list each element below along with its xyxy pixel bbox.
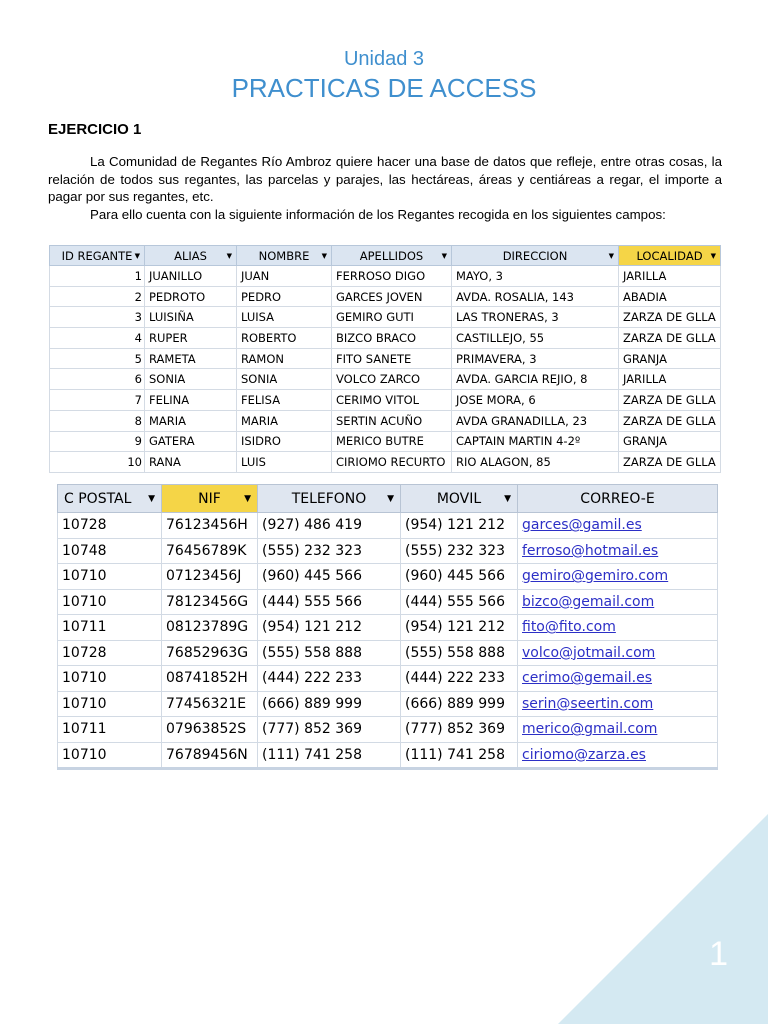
cell-id-regante[interactable]: 10 — [50, 452, 145, 473]
cell-nombre[interactable]: ISIDRO — [237, 431, 332, 452]
cell-id-regante[interactable]: 1 — [50, 266, 145, 287]
cell-telefono[interactable]: (555) 232 323 — [258, 538, 401, 564]
dropdown-arrow-icon[interactable]: ▼ — [226, 252, 232, 260]
table-row[interactable] — [58, 742, 718, 769]
cell-correo-e[interactable]: ciriomo@zarza.es — [518, 742, 718, 769]
cell-direccion[interactable]: PRIMAVERA, 3 — [452, 348, 619, 369]
page-number: 1 — [709, 935, 728, 973]
cell-c-postal[interactable]: 10710 — [58, 589, 162, 615]
dropdown-arrow-icon[interactable]: ▼ — [710, 252, 716, 260]
fields-text: Para ello cuenta con la siguiente información de los Regantes recogida en los siguientes campos: — [90, 207, 666, 222]
table-row[interactable] — [50, 390, 721, 411]
table-row[interactable] — [58, 564, 718, 590]
contact-table — [57, 484, 718, 770]
cell-alias[interactable]: MARIA — [145, 410, 237, 431]
cell-apellidos[interactable]: FITO SANETE — [332, 348, 452, 369]
cell-id-regante[interactable]: 3 — [50, 307, 145, 328]
cell-correo-e[interactable]: bizco@gemail.com — [518, 589, 718, 615]
cell-movil[interactable]: (444) 222 233 — [401, 666, 518, 692]
table-row[interactable] — [50, 266, 721, 287]
cell-apellidos[interactable]: VOLCO ZARCO — [332, 369, 452, 390]
table-row[interactable] — [50, 307, 721, 328]
table-row[interactable] — [50, 431, 721, 452]
cell-c-postal[interactable]: 10711 — [58, 717, 162, 743]
cell-direccion[interactable]: AVDA. ROSALIA, 143 — [452, 286, 619, 307]
fields-paragraph — [48, 206, 722, 224]
cell-nombre[interactable]: MARIA — [237, 410, 332, 431]
cell-nif[interactable]: 78123456G — [162, 589, 258, 615]
cell-localidad[interactable]: ZARZA DE GLLA — [619, 307, 721, 328]
cell-direccion[interactable]: JOSE MORA, 6 — [452, 390, 619, 411]
cell-nombre[interactable]: ROBERTO — [237, 328, 332, 349]
cell-id-regante[interactable]: 7 — [50, 390, 145, 411]
cell-localidad[interactable]: ZARZA DE GLLA — [619, 452, 721, 473]
cell-localidad[interactable]: ABADIA — [619, 286, 721, 307]
col-header-nif[interactable]: NIF ▼ — [162, 485, 258, 513]
cell-nombre[interactable]: SONIA — [237, 369, 332, 390]
unit-label: Unidad 3 — [343, 48, 425, 70]
col-header-alias[interactable]: ALIAS ▼ — [145, 246, 237, 266]
table-row[interactable] — [50, 369, 721, 390]
cell-direccion[interactable]: CAPTAIN MARTIN 4-2º — [452, 431, 619, 452]
cell-alias[interactable]: RANA — [145, 452, 237, 473]
table-row[interactable] — [58, 666, 718, 692]
cell-movil[interactable]: (954) 121 212 — [401, 615, 518, 641]
table-row[interactable] — [50, 348, 721, 369]
col-header-id-regante[interactable]: ID REGANTE ▼ — [50, 246, 145, 266]
cell-movil[interactable]: (555) 232 323 — [401, 538, 518, 564]
cell-nif[interactable]: 76789456N — [162, 742, 258, 769]
col-header-movil[interactable]: MOVIL ▼ — [401, 485, 518, 513]
cell-nif[interactable]: 77456321E — [162, 691, 258, 717]
cell-direccion[interactable]: MAYO, 3 — [452, 266, 619, 287]
cell-nombre[interactable]: RAMON — [237, 348, 332, 369]
cell-apellidos[interactable]: SERTIN ACUÑO — [332, 410, 452, 431]
cell-nombre[interactable]: PEDRO — [237, 286, 332, 307]
cell-alias[interactable]: LUISIÑA — [145, 307, 237, 328]
cell-direccion[interactable]: LAS TRONERAS, 3 — [452, 307, 619, 328]
table-row[interactable] — [58, 538, 718, 564]
cell-telefono[interactable]: (666) 889 999 — [258, 691, 401, 717]
cell-localidad[interactable]: ZARZA DE GLLA — [619, 328, 721, 349]
table-row[interactable] — [50, 328, 721, 349]
corner-decoration — [558, 814, 768, 1024]
cell-nombre[interactable]: JUAN — [237, 266, 332, 287]
col-header-apellidos[interactable]: APELLIDOS ▼ — [332, 246, 452, 266]
cell-c-postal[interactable]: 10710 — [58, 564, 162, 590]
col-header-telefono[interactable]: TELEFONO ▼ — [258, 485, 401, 513]
cell-id-regante[interactable]: 8 — [50, 410, 145, 431]
dropdown-arrow-icon[interactable]: ▼ — [321, 252, 327, 260]
cell-telefono[interactable]: (555) 558 888 — [258, 640, 401, 666]
table-row[interactable] — [58, 691, 718, 717]
cell-id-regante[interactable]: 5 — [50, 348, 145, 369]
cell-correo-e[interactable]: garces@gamil.es — [518, 513, 718, 539]
cell-nombre[interactable]: LUIS — [237, 452, 332, 473]
col-header-direccion[interactable]: DIRECCION ▼ — [452, 246, 619, 266]
cell-alias[interactable]: SONIA — [145, 369, 237, 390]
cell-direccion[interactable]: RIO ALAGON, 85 — [452, 452, 619, 473]
cell-movil[interactable]: (555) 558 888 — [401, 640, 518, 666]
cell-c-postal[interactable]: 10710 — [58, 691, 162, 717]
cell-nif[interactable]: 76852963G — [162, 640, 258, 666]
cell-telefono[interactable]: (927) 486 419 — [258, 513, 401, 539]
cell-nif[interactable]: 07123456J — [162, 564, 258, 590]
cell-c-postal[interactable]: 10710 — [58, 666, 162, 692]
cell-telefono[interactable]: (777) 852 369 — [258, 717, 401, 743]
cell-movil[interactable]: (444) 555 566 — [401, 589, 518, 615]
cell-localidad[interactable]: ZARZA DE GLLA — [619, 410, 721, 431]
table-row[interactable] — [58, 589, 718, 615]
dropdown-arrow-icon[interactable]: ▼ — [134, 252, 140, 260]
cell-nif[interactable]: 76123456H — [162, 513, 258, 539]
cell-direccion[interactable]: CASTILLEJO, 55 — [452, 328, 619, 349]
exercise-heading: EJERCICIO 1 — [48, 121, 142, 138]
cell-c-postal[interactable]: 10728 — [58, 513, 162, 539]
cell-id-regante[interactable]: 2 — [50, 286, 145, 307]
cell-localidad[interactable]: GRANJA — [619, 348, 721, 369]
table-row[interactable] — [50, 452, 721, 473]
cell-telefono[interactable]: (954) 121 212 — [258, 615, 401, 641]
regantes-table — [49, 245, 721, 473]
cell-correo-e[interactable]: merico@gmail.com — [518, 717, 718, 743]
col-header-correo-e[interactable]: CORREO-E — [518, 485, 718, 513]
cell-nif[interactable]: 08123789G — [162, 615, 258, 641]
col-header-localidad[interactable]: LOCALIDAD ▼ — [619, 246, 721, 266]
cell-c-postal[interactable]: 10748 — [58, 538, 162, 564]
dropdown-arrow-icon[interactable]: ▼ — [244, 494, 251, 504]
cell-correo-e[interactable]: volco@jotmail.com — [518, 640, 718, 666]
dropdown-arrow-icon[interactable]: ▼ — [148, 494, 155, 504]
dropdown-arrow-icon[interactable]: ▼ — [608, 252, 614, 260]
cell-localidad[interactable]: JARILLA — [619, 369, 721, 390]
cell-movil[interactable]: (666) 889 999 — [401, 691, 518, 717]
table-row[interactable] — [58, 717, 718, 743]
cell-correo-e[interactable]: cerimo@gemail.es — [518, 666, 718, 692]
cell-alias[interactable]: PEDROTO — [145, 286, 237, 307]
cell-correo-e[interactable]: fito@fito.com — [518, 615, 718, 641]
intro-text: La Comunidad de Regantes Río Ambroz quiere hacer una base de datos que refleje, entre otras cosas, la relación de todos sus regantes, las parcelas y parajes, las hectáreas, áreas y centiáreas a regar, el importe a pagar por sus regantes, etc. — [48, 154, 722, 204]
cell-localidad[interactable]: GRANJA — [619, 431, 721, 452]
cell-apellidos[interactable]: CIRIOMO RECURTO — [332, 452, 452, 473]
intro-paragraph — [48, 153, 722, 206]
cell-correo-e[interactable]: ferroso@hotmail.es — [518, 538, 718, 564]
table-row[interactable] — [50, 410, 721, 431]
cell-id-regante[interactable]: 9 — [50, 431, 145, 452]
cell-apellidos[interactable]: MERICO BUTRE — [332, 431, 452, 452]
cell-alias[interactable]: RUPER — [145, 328, 237, 349]
cell-movil[interactable]: (960) 445 566 — [401, 564, 518, 590]
cell-correo-e[interactable]: gemiro@gemiro.com — [518, 564, 718, 590]
cell-correo-e[interactable]: serin@seertin.com — [518, 691, 718, 717]
cell-movil[interactable]: (777) 852 369 — [401, 717, 518, 743]
cell-id-regante[interactable]: 6 — [50, 369, 145, 390]
cell-apellidos[interactable]: BIZCO BRACO — [332, 328, 452, 349]
cell-id-regante[interactable]: 4 — [50, 328, 145, 349]
cell-telefono[interactable]: (444) 555 566 — [258, 589, 401, 615]
cell-localidad[interactable]: JARILLA — [619, 266, 721, 287]
cell-movil[interactable]: (111) 741 258 — [401, 742, 518, 769]
cell-apellidos[interactable]: FERROSO DIGO — [332, 266, 452, 287]
cell-telefono[interactable]: (960) 445 566 — [258, 564, 401, 590]
cell-direccion[interactable]: AVDA GRANADILLA, 23 — [452, 410, 619, 431]
dropdown-arrow-icon[interactable]: ▼ — [387, 494, 394, 504]
cell-localidad[interactable]: ZARZA DE GLLA — [619, 390, 721, 411]
cell-movil[interactable]: (954) 121 212 — [401, 513, 518, 539]
table-row[interactable] — [58, 615, 718, 641]
table-row[interactable] — [50, 286, 721, 307]
cell-nif[interactable]: 07963852S — [162, 717, 258, 743]
cell-alias[interactable]: FELINA — [145, 390, 237, 411]
dropdown-arrow-icon[interactable]: ▼ — [504, 494, 511, 504]
cell-direccion[interactable]: AVDA. GARCIA REJIO, 8 — [452, 369, 619, 390]
cell-telefono[interactable]: (111) 741 258 — [258, 742, 401, 769]
cell-nif[interactable]: 08741852H — [162, 666, 258, 692]
cell-alias[interactable]: JUANILLO — [145, 266, 237, 287]
cell-c-postal[interactable]: 10710 — [58, 742, 162, 769]
table-row[interactable] — [58, 513, 718, 539]
cell-apellidos[interactable]: GEMIRO GUTI — [332, 307, 452, 328]
col-header-c-postal[interactable]: C POSTAL ▼ — [58, 485, 162, 513]
dropdown-arrow-icon[interactable]: ▼ — [441, 252, 447, 260]
cell-apellidos[interactable]: CERIMO VITOL — [332, 390, 452, 411]
page-title: PRACTICAS DE ACCESS — [231, 73, 537, 103]
cell-apellidos[interactable]: GARCES JOVEN — [332, 286, 452, 307]
col-header-nombre[interactable]: NOMBRE ▼ — [237, 246, 332, 266]
cell-telefono[interactable]: (444) 222 233 — [258, 666, 401, 692]
cell-c-postal[interactable]: 10728 — [58, 640, 162, 666]
cell-alias[interactable]: RAMETA — [145, 348, 237, 369]
cell-nombre[interactable]: LUISA — [237, 307, 332, 328]
cell-nif[interactable]: 76456789K — [162, 538, 258, 564]
cell-alias[interactable]: GATERA — [145, 431, 237, 452]
cell-nombre[interactable]: FELISA — [237, 390, 332, 411]
cell-c-postal[interactable]: 10711 — [58, 615, 162, 641]
table-row[interactable] — [58, 640, 718, 666]
